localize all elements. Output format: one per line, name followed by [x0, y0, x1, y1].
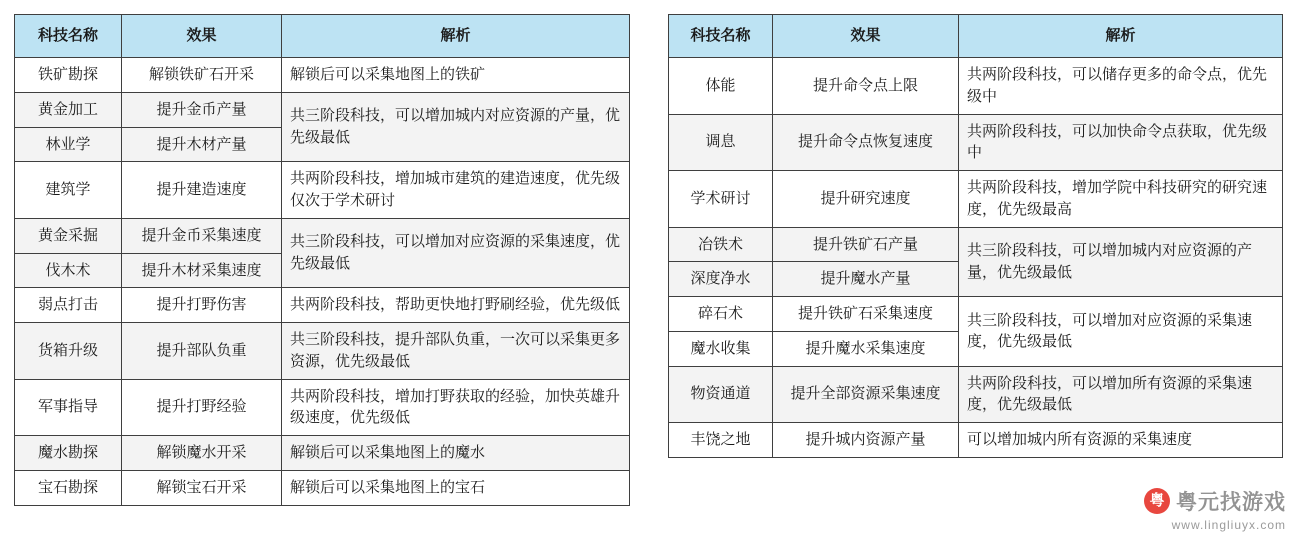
table-head — [669, 15, 1283, 58]
cell-tech-name: 林业学 — [15, 127, 122, 162]
cell-tech-name: 黄金采掘 — [15, 218, 122, 253]
table-row — [669, 227, 1283, 262]
cell-tech-name: 魔水勘探 — [15, 436, 122, 471]
cell-effect: 解锁铁矿石开采 — [122, 58, 282, 93]
cell-description: 共两阶段科技，增加打野获取的经验，加快英雄升级速度，优先级低 — [282, 379, 630, 436]
cell-description: 共两阶段科技，可以加快命令点获取，优先级中 — [959, 114, 1283, 171]
cell-effect: 提升木材采集速度 — [122, 253, 282, 288]
table-row — [669, 58, 1283, 115]
cell-tech-name: 冶铁术 — [669, 227, 773, 262]
column-header-effect: 效果 — [773, 15, 959, 58]
cell-effect: 提升金币产量 — [122, 92, 282, 127]
cell-description: 解锁后可以采集地图上的宝石 — [282, 470, 630, 505]
table-row — [15, 379, 630, 436]
column-header-desc: 解析 — [282, 15, 630, 58]
cell-effect: 解锁魔水开采 — [122, 436, 282, 471]
watermark-badge-icon: 粤 — [1144, 488, 1170, 514]
cell-effect: 提升研究速度 — [773, 171, 959, 228]
table-row — [15, 162, 630, 219]
cell-tech-name: 丰饶之地 — [669, 423, 773, 458]
cell-tech-name: 调息 — [669, 114, 773, 171]
table-row — [15, 218, 630, 253]
cell-description: 可以增加城内所有资源的采集速度 — [959, 423, 1283, 458]
cell-tech-name: 铁矿勘探 — [15, 58, 122, 93]
cell-tech-name: 物资通道 — [669, 366, 773, 423]
cell-effect: 提升木材产量 — [122, 127, 282, 162]
table-row — [15, 92, 630, 127]
cell-effect: 提升魔水产量 — [773, 262, 959, 297]
column-header-desc: 解析 — [959, 15, 1283, 58]
cell-effect: 提升全部资源采集速度 — [773, 366, 959, 423]
cell-effect: 提升打野经验 — [122, 379, 282, 436]
cell-effect: 提升建造速度 — [122, 162, 282, 219]
cell-description: 共两阶段科技，增加城市建筑的建造速度，优先级仅次于学术研讨 — [282, 162, 630, 219]
cell-tech-name: 建筑学 — [15, 162, 122, 219]
cell-description: 共两阶段科技，帮助更快地打野刷经验，优先级低 — [282, 288, 630, 323]
table-header-row — [15, 15, 630, 58]
cell-description: 共三阶段科技，可以增加城内对应资源的产量，优先级最低 — [959, 227, 1283, 297]
table-header-row — [669, 15, 1283, 58]
cell-description: 共三阶段科技，可以增加对应资源的采集速度，优先级最低 — [959, 297, 1283, 367]
table-row — [15, 436, 630, 471]
cell-tech-name: 伐木术 — [15, 253, 122, 288]
table-body — [15, 58, 630, 506]
cell-tech-name: 宝石勘探 — [15, 470, 122, 505]
watermark-url: www.lingliuyx.com — [1171, 518, 1286, 532]
tech-table-right — [668, 14, 1283, 458]
table-row — [669, 297, 1283, 332]
cell-description: 共两阶段科技，增加学院中科技研究的研究速度，优先级最高 — [959, 171, 1283, 228]
cell-description: 共三阶段科技，可以增加对应资源的采集速度，优先级最低 — [282, 218, 630, 288]
cell-tech-name: 弱点打击 — [15, 288, 122, 323]
tech-table-right-wrapper — [668, 14, 1283, 458]
cell-tech-name: 军事指导 — [15, 379, 122, 436]
cell-description: 解锁后可以采集地图上的魔水 — [282, 436, 630, 471]
cell-tech-name: 体能 — [669, 58, 773, 115]
column-header-name: 科技名称 — [669, 15, 773, 58]
table-row — [15, 470, 630, 505]
table-row — [15, 288, 630, 323]
cell-description: 共三阶段科技，可以增加城内对应资源的产量，优先级最低 — [282, 92, 630, 162]
cell-tech-name: 货箱升级 — [15, 323, 122, 380]
cell-tech-name: 魔水收集 — [669, 331, 773, 366]
watermark-main — [1036, 486, 1286, 516]
column-header-name: 科技名称 — [15, 15, 122, 58]
table-row — [669, 366, 1283, 423]
cell-effect: 提升打野伤害 — [122, 288, 282, 323]
table-row — [669, 114, 1283, 171]
cell-effect: 提升城内资源产量 — [773, 423, 959, 458]
cell-effect: 解锁宝石开采 — [122, 470, 282, 505]
cell-tech-name: 碎石术 — [669, 297, 773, 332]
cell-description: 共三阶段科技，提升部队负重，一次可以采集更多资源，优先级最低 — [282, 323, 630, 380]
cell-tech-name: 深度净水 — [669, 262, 773, 297]
cell-description: 共两阶段科技，可以储存更多的命令点，优先级中 — [959, 58, 1283, 115]
tech-table-left-wrapper — [14, 14, 630, 506]
table-head — [15, 15, 630, 58]
watermark — [1036, 486, 1286, 542]
table-row — [15, 58, 630, 93]
table-row — [669, 171, 1283, 228]
cell-description: 共两阶段科技，可以增加所有资源的采集速度，优先级最低 — [959, 366, 1283, 423]
column-header-effect: 效果 — [122, 15, 282, 58]
cell-effect: 提升铁矿石采集速度 — [773, 297, 959, 332]
watermark-text: 粤元找游戏 — [1176, 491, 1286, 514]
cell-effect: 提升命令点恢复速度 — [773, 114, 959, 171]
cell-effect: 提升部队负重 — [122, 323, 282, 380]
cell-description: 解锁后可以采集地图上的铁矿 — [282, 58, 630, 93]
table-row — [15, 323, 630, 380]
tech-table-left — [14, 14, 630, 506]
table-body — [669, 58, 1283, 458]
table-row — [669, 423, 1283, 458]
cell-tech-name: 学术研讨 — [669, 171, 773, 228]
cell-effect: 提升铁矿石产量 — [773, 227, 959, 262]
cell-tech-name: 黄金加工 — [15, 92, 122, 127]
cell-effect: 提升魔水采集速度 — [773, 331, 959, 366]
cell-effect: 提升命令点上限 — [773, 58, 959, 115]
cell-effect: 提升金币采集速度 — [122, 218, 282, 253]
